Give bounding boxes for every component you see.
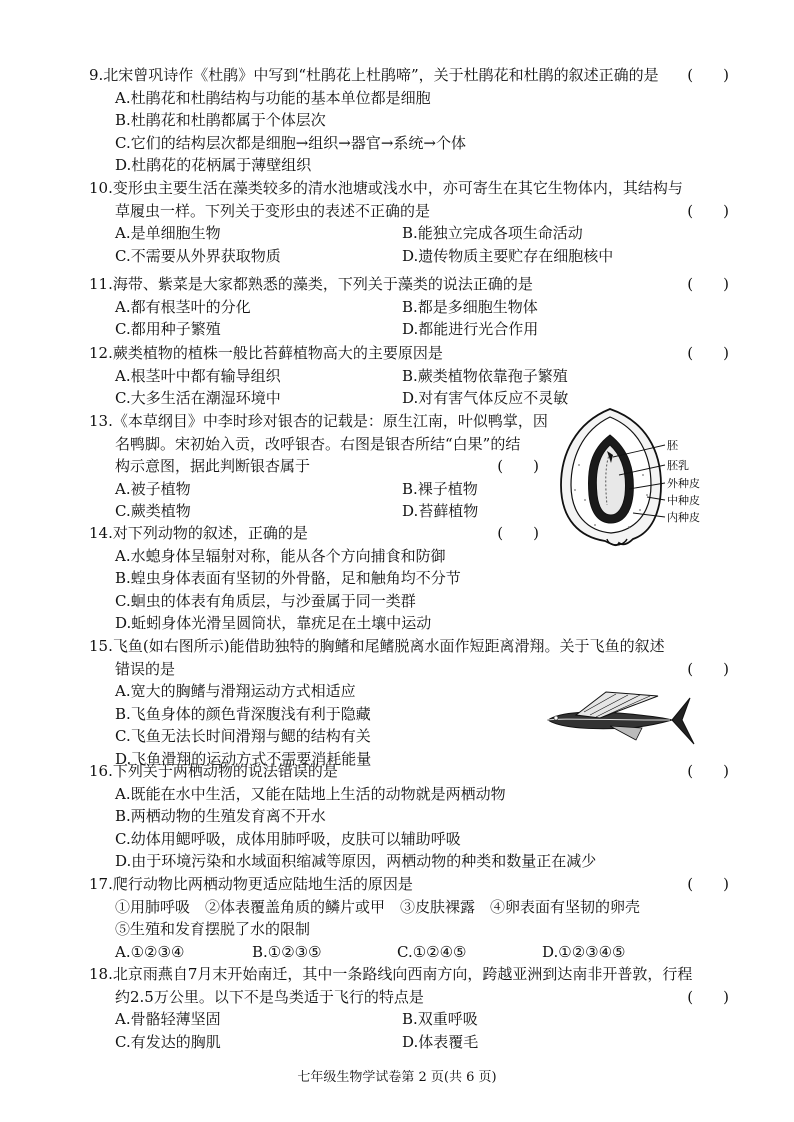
option-d: D.由于环境污染和水域面积缩减等原因，两栖动物的种类和数量正在减少: [115, 852, 597, 870]
option-a: A.杜鹃花和杜鹃结构与功能的基本单位都是细胞: [115, 88, 431, 107]
question-stem: 16.下列关于两栖动物的说法错误的是 ( ): [89, 760, 729, 783]
option-b: B.都是多细胞生物体: [402, 297, 538, 316]
option-c: C.都用种子繁殖: [115, 320, 221, 338]
option-b: B.蕨类植物依靠孢子繁殖: [402, 366, 568, 385]
ginkgo-seed-figure: [555, 405, 715, 550]
option-d: D.体表覆毛: [402, 1032, 479, 1051]
answer-paren[interactable]: ( ): [687, 344, 729, 362]
option-b: B.蝗虫身体表面有坚韧的外骨骼，足和触角均不分节: [115, 569, 461, 587]
label-endosperm: 胚乳: [667, 459, 689, 472]
option-a: A.根茎叶中都有输导组织: [115, 366, 281, 385]
option-c: C.不需要从外界获取物质: [115, 246, 281, 265]
question-16: [89, 760, 729, 873]
question-stem: 14.对下列动物的叙述，正确的是 ( ): [89, 522, 549, 545]
option-c: C.蛔虫的体表有角质层，与沙蚕属于同一类群: [115, 591, 416, 610]
option-b: B.两栖动物的生殖发育离不开水: [115, 807, 326, 825]
option-b: B.①②③⑤: [252, 942, 322, 961]
option-b: B.杜鹃花和杜鹃都属于个体层次: [115, 111, 326, 129]
option-c: C.它们的结构层次都是细胞→组织→器官→系统→个体: [115, 133, 466, 152]
question-9: [89, 64, 729, 177]
question-stem: 9.北宋曾巩诗作《杜鹃》中写到“杜鹃花上杜鹃啼”，关于杜鹃花和杜鹃的叙述正确的是 ( ): [89, 64, 729, 87]
option-d: D.①②③④⑤: [542, 942, 626, 961]
question-11: [89, 273, 729, 341]
answer-paren[interactable]: ( ): [497, 457, 539, 475]
question-stem: 10.变形虫主要生活在藻类较多的清水池塘或浅水中，亦可寄生在其它生物体内，其结构与: [89, 179, 683, 197]
label-inner-seed-coat: 内种皮: [667, 511, 700, 524]
question-stem-cont: 构示意图，据此判断银杏属于 ( ): [89, 455, 549, 478]
question-12: [89, 342, 729, 410]
statement-list: ①用肺呼吸 ②体表覆盖角质的鳞片或甲 ③皮肤裸露 ④卵表面有坚韧的卵壳: [115, 897, 641, 916]
question-stem: 18.北京雨燕自7月末开始南迁，其中一条路线向西南方向，跨越亚洲到达南非开普敦，行程: [89, 965, 693, 983]
option-d: D.蚯蚓身体光滑呈圆筒状，靠疣足在土壤中运动: [115, 614, 432, 632]
question-10: [89, 177, 729, 267]
answer-paren[interactable]: ( ): [687, 659, 729, 678]
answer-paren[interactable]: ( ): [687, 987, 729, 1006]
question-stem: 15.飞鱼(如右图所示)能借助独特的胸鳍和尾鳍脱离水面作短距离滑翔。关于飞鱼的叙述: [89, 637, 665, 655]
option-c: C.大多生活在潮湿环境中: [115, 389, 281, 407]
option-a: A.既能在水中生活，又能在陆地上生活的动物就是两栖动物: [115, 784, 506, 803]
option-d: D.都能进行光合作用: [402, 320, 539, 338]
question-stem-cont: 名鸭脚。宋初始入贡，改呼银杏。右图是银杏所结“白果”的结: [115, 434, 521, 453]
option-a: A.是单细胞生物: [115, 224, 221, 242]
option-b: B.能独立完成各项生命活动: [402, 224, 583, 242]
option-b: B.裸子植物: [402, 479, 478, 498]
option-a: A.宽大的胸鳍与滑翔运动方式相适应: [115, 682, 356, 700]
answer-paren[interactable]: ( ): [687, 66, 729, 84]
option-d: D.遗传物质主要贮存在细胞核中: [402, 246, 614, 265]
label-embryo: 胚: [667, 439, 678, 452]
option-c: C.幼体用鳃呼吸，成体用肺呼吸，皮肤可以辅助呼吸: [115, 829, 461, 848]
option-a: A.骨骼轻薄坚固: [115, 1010, 221, 1028]
label-middle-seed-coat: 中种皮: [667, 494, 700, 507]
option-d: D.对有害气体反应不灵敏: [402, 389, 569, 407]
seed-drawing: [561, 409, 661, 545]
answer-paren[interactable]: ( ): [687, 201, 729, 220]
question-18: [89, 963, 729, 1053]
answer-paren[interactable]: ( ): [687, 275, 729, 293]
option-c: C.有发达的胸肌: [115, 1032, 221, 1051]
flying-fish-figure: [540, 688, 700, 748]
option-a: A.水螅身体呈辐射对称，能从各个方向捕食和防御: [115, 546, 446, 565]
question-14: [89, 522, 549, 635]
page-footer: 七年级生物学试卷第 2 页(共 6 页): [297, 1070, 497, 1085]
question-stem-cont: 草履虫一样。下列关于变形虫的表述不正确的是 ( ): [89, 200, 729, 223]
question-stem: 13.《本草纲目》中李时珍对银杏的记载是：原生江南，叶似鸭掌，因: [89, 412, 548, 430]
label-outer-seed-coat: 外种皮: [667, 477, 700, 490]
option-d: D.苔藓植物: [402, 502, 479, 520]
question-stem: 11.海带、紫菜是大家都熟悉的藻类，下列关于藻类的说法正确的是 ( ): [89, 273, 729, 296]
answer-paren[interactable]: ( ): [687, 762, 729, 780]
statement-list-cont: ⑤生殖和发育摆脱了水的限制: [115, 920, 311, 938]
question-stem: 12.蕨类植物的植株一般比苔藓植物高大的主要原因是 ( ): [89, 342, 729, 365]
option-d: D.杜鹃花的花柄属于薄壁组织: [115, 156, 312, 174]
answer-paren[interactable]: ( ): [497, 524, 539, 542]
option-a: A.①②③④: [115, 942, 185, 961]
question-13: [89, 410, 549, 523]
option-c: C.蕨类植物: [115, 502, 191, 520]
option-c: C.飞鱼无法长时间滑翔与鳃的结构有关: [115, 727, 371, 745]
option-b: B.飞鱼身体的颜色背深腹浅有利于隐藏: [115, 704, 371, 723]
option-d: D.飞鱼滑翔的运动方式不需要消耗能量: [115, 749, 372, 768]
option-a: A.被子植物: [115, 479, 191, 498]
question-stem-cont: 约2.5万公里。以下不是鸟类适于飞行的特点是 ( ): [89, 986, 729, 1009]
option-c: C.①②④⑤: [397, 942, 467, 961]
option-a: A.都有根茎叶的分化: [115, 297, 251, 316]
option-b: B.双重呼吸: [402, 1010, 478, 1028]
question-stem: 17.爬行动物比两栖动物更适应陆地生活的原因是 ( ): [89, 873, 729, 896]
question-stem-cont: 错误的是 ( ): [89, 658, 729, 681]
question-17: [89, 873, 729, 963]
answer-paren[interactable]: ( ): [687, 875, 729, 893]
